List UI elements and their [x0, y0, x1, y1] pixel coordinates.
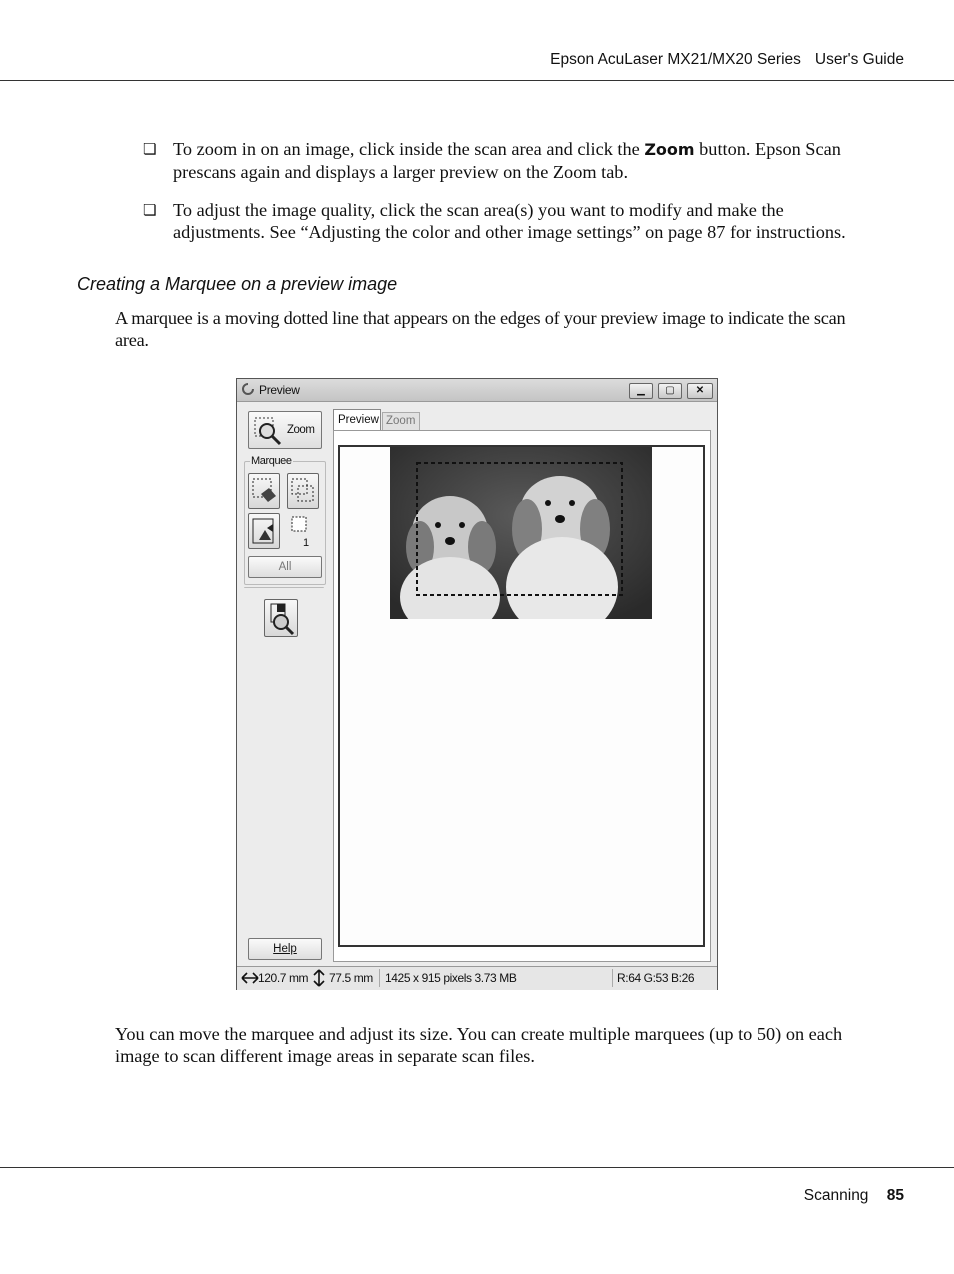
bullet-line: prescans again and displays a larger preview on the Zoom tab.	[173, 162, 629, 182]
duplicate-marquee-icon	[288, 474, 318, 508]
guide-name: User's Guide	[814, 51, 904, 68]
footer	[804, 1187, 904, 1205]
running-header	[550, 51, 904, 69]
minimize-button[interactable]: ▁	[629, 383, 653, 399]
zoom-button-label: Zoom	[287, 424, 315, 436]
paragraph-line: area.	[115, 330, 149, 350]
preview-window	[236, 378, 718, 990]
text: To zoom in on an image, click inside the scan area and click the	[173, 139, 645, 159]
closing-paragraph	[115, 1023, 905, 1067]
bullet-item-zoom	[173, 138, 893, 183]
bullet-item-adjust	[173, 199, 893, 243]
help-button[interactable]: Help	[248, 938, 322, 960]
bullet-icon: ❏	[143, 201, 157, 219]
status-height: 77.5 mm	[329, 971, 373, 985]
scan-bed-area	[338, 445, 705, 947]
paragraph-line: image to scan different image areas in separate scan files.	[115, 1046, 535, 1066]
marquee-auto-locate-button[interactable]	[248, 473, 280, 509]
window-title: Preview	[259, 383, 300, 397]
magnifier-icon	[253, 416, 283, 446]
marquee-outline-icon	[290, 515, 308, 533]
status-bar	[237, 966, 717, 990]
page-number: 85	[886, 1187, 904, 1204]
preview-zoom-tool-button[interactable]	[264, 599, 298, 637]
marquee-count: 1	[303, 537, 310, 549]
zoom-button[interactable]	[248, 411, 322, 449]
footer-section: Scanning	[803, 1187, 869, 1204]
bold-term: Zoom	[644, 140, 695, 159]
all-button[interactable]: All	[248, 556, 322, 578]
marquee-duplicate-button[interactable]	[287, 473, 319, 509]
auto-locate-icon	[249, 474, 279, 508]
title-bar	[237, 379, 717, 402]
divider	[244, 587, 324, 589]
marquee-group-label: Marquee	[251, 455, 292, 467]
image-adjust-icon	[249, 514, 279, 548]
intro-paragraph	[115, 307, 895, 351]
status-separator	[379, 969, 380, 987]
text: button. Epson Scan	[694, 139, 841, 159]
bullet-line	[173, 138, 893, 161]
close-button[interactable]: ✕	[687, 383, 713, 399]
status-rgb: R:64 G:53 B:26	[617, 971, 695, 985]
bullet-line: adjustments. See “Adjusting the color and other image settings” on page 87 for instructions.	[173, 222, 846, 242]
maximize-button[interactable]: ▢	[658, 383, 682, 399]
width-arrow-icon	[241, 971, 259, 985]
zoom-tool-icon	[265, 600, 297, 636]
preview-photo-image	[390, 447, 652, 619]
footer-rule	[0, 1167, 954, 1168]
preview-pane	[333, 430, 711, 962]
height-arrow-icon	[313, 969, 325, 987]
header-rule	[0, 80, 954, 81]
bullet-icon: ❏	[143, 140, 157, 158]
section-heading: Creating a Marquee on a preview image	[77, 274, 398, 294]
marquee-adjust-button[interactable]	[248, 513, 280, 549]
tab-zoom[interactable]: Zoom	[382, 412, 420, 431]
paragraph-line: You can move the marquee and adjust its size. You can create multiple marquees (up to 50) on each	[115, 1024, 843, 1044]
status-pixels: 1425 x 915 pixels 3.73 MB	[385, 971, 517, 985]
bullet-line: To adjust the image quality, click the scan area(s) you want to modify and make the	[173, 200, 784, 220]
tab-preview[interactable]: Preview	[333, 409, 381, 431]
paragraph-line: A marquee is a moving dotted line that appears on the edges of your preview image to indicate the scan	[115, 308, 846, 328]
status-width: 120.7 mm	[258, 971, 309, 985]
document-title: Epson AcuLaser MX21/MX20 Series	[550, 51, 801, 68]
status-separator	[612, 969, 613, 987]
scanner-icon	[242, 383, 254, 395]
